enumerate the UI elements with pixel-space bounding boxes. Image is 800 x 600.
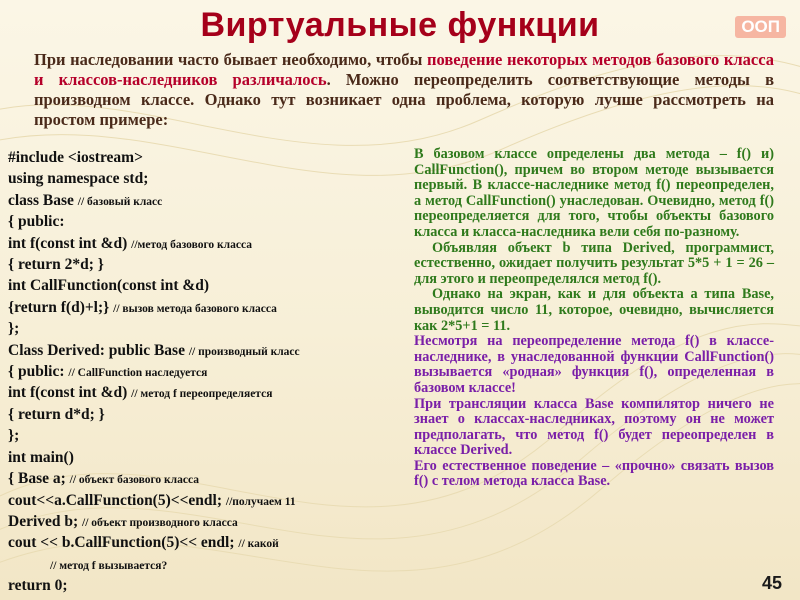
code-line: int CallFunction(const int &d) <box>8 277 210 295</box>
explanation-paragraph-5: При трансляции класса Base компилятор ничего не знает о классах-наследниках, поэтому он не может предполагать, что метод f() будет переопределен в классе Derived. <box>414 395 774 459</box>
code-line: { return d*d; } <box>8 405 105 423</box>
code-line: }; <box>8 320 20 338</box>
code-line: { return 2*d; } <box>8 256 104 274</box>
code-line: Class Derived: public Base // производный класс <box>8 341 300 359</box>
code-listing <box>8 148 403 598</box>
code-line: #include <iostream> <box>8 149 143 166</box>
page-number: 45 <box>761 573 782 593</box>
explanation-paragraph-4: Несмотря на переопределение метода f() в классе-наследнике, в унаследованной функции CallFunction() вызывается «родная» функция f(), определенная в базовом классе! <box>414 333 774 396</box>
code-line: int main() <box>8 448 74 466</box>
code-line: Derived b; // объект производного класса <box>8 512 238 530</box>
intro-paragraph <box>34 50 774 130</box>
code-line: {return f(d)+l;} // вызов метода базового класса <box>8 298 277 316</box>
explanation-paragraph-1: В базовом классе определены два метода – f() и) CallFunction(), причем во втором методе вызывается первый. В классе-наследнике метод f() переопределен, а метод CallFunction() унаследован. Очевидно, метод f() переопределяется для того, чтобы объекты базового класса и класса-наследника вели себя по-разному. <box>414 146 774 240</box>
explanation-paragraph-6: Его естественное поведение – «прочно» связать вызов f() с телом метода класса Base. <box>414 457 774 490</box>
code-line: cout << b.CallFunction(5)<< endl; // какой <box>8 534 279 552</box>
code-line: }; <box>8 427 20 445</box>
intro-text-start: При наследовании часто бывает необходимо, чтобы <box>34 50 427 69</box>
code-line: { public: // CallFunction наследуется <box>8 363 208 381</box>
code-line: return 0; <box>8 577 68 595</box>
explanation-paragraph-3: Однако на экран, как и для объекта а типа Base, выводится число 11, которое, очевидно, вычисляется как 2*5+1 = 11. <box>414 286 774 334</box>
code-line: class Base // базовый класс <box>8 191 163 209</box>
topic-badge: ООП <box>735 16 786 38</box>
code-line: int f(const int &d) //метод базового класса <box>8 234 252 252</box>
code-line: int f(const int &d) // метод f переопределяется <box>8 384 273 402</box>
explanation-column <box>414 147 774 490</box>
code-line: cout<<a.CallFunction(5)<<endl; //получаем 11 <box>8 491 296 509</box>
explanation-paragraph-2: Объявляя объект b типа Derived, программист, естественно, ожидает получить результат 5*5 + 1 = 26 – для этого и переопределялся метод f(). <box>414 239 774 287</box>
intro-highlight: поведение некоторых методов базового класса и классов-наследников различалось <box>34 50 774 89</box>
code-line: using namespace std; <box>8 170 149 188</box>
slide-title: Виртуальные функции <box>200 6 600 44</box>
intro-text-end: . Можно переопределить соответствующие методы в производном классе. Однако тут возникает одна проблема, которую лучше рассмотреть на простом примере: <box>34 70 774 129</box>
code-line: { public: <box>8 213 65 231</box>
code-line: { Base a; // объект базового класса <box>8 470 199 488</box>
code-line: // метод f вызывается? <box>50 559 168 572</box>
